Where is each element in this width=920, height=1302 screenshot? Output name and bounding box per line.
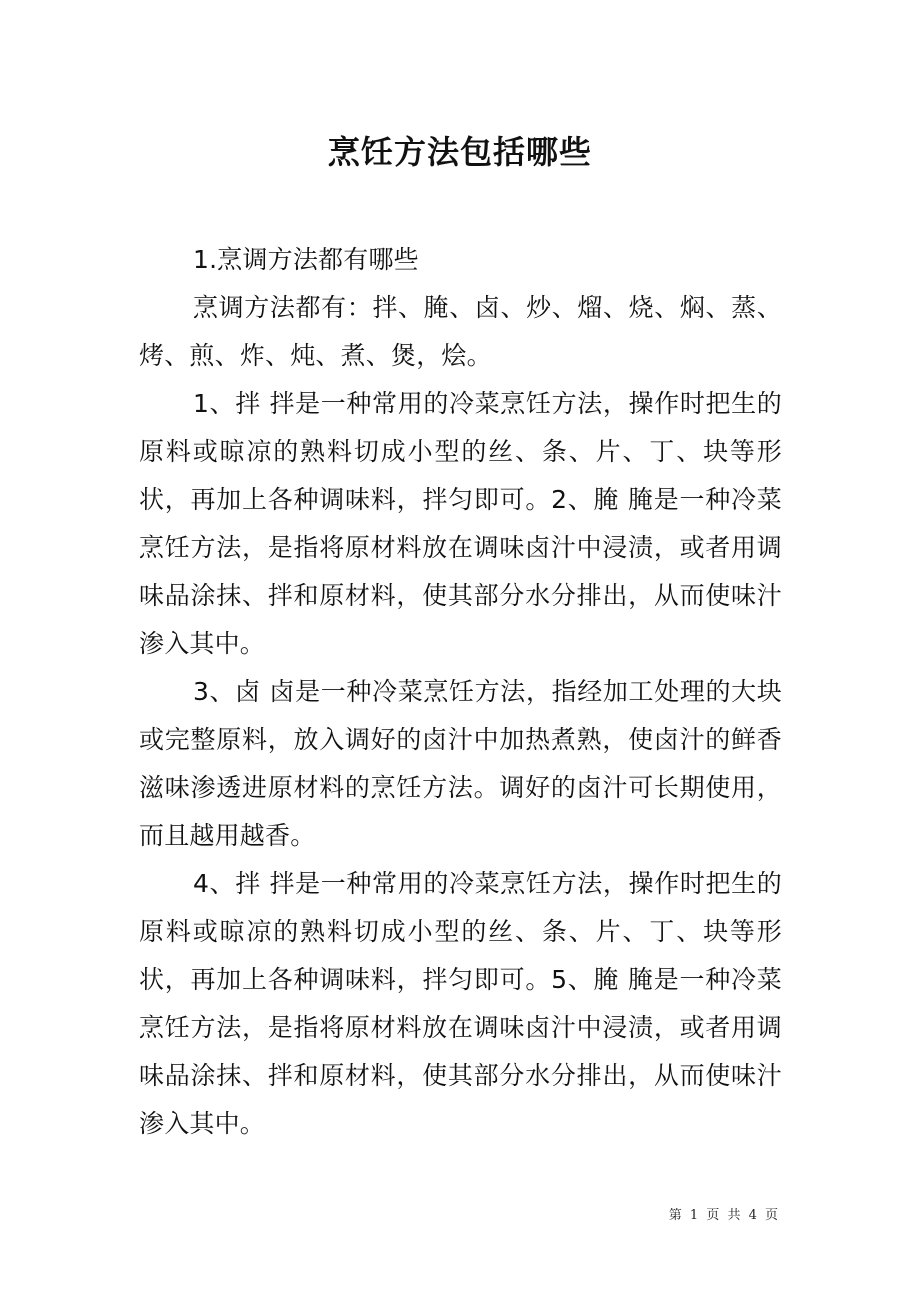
paragraph-heading: 1.烹调方法都有哪些 [193,245,419,274]
document-body [139,236,782,1148]
page-number-footer: 第 1 页 共 4 页 [668,1208,780,1223]
paragraph-ban-yan-repeat: 4、拌 拌是一种常用的冷菜烹饪方法，操作时把生的原料或晾凉的熟料切成小型的丝、条、片、丁、块等形状，再加上各种调味料，拌匀即可。5、腌 腌是一种冷菜烹饪方法，是指将原材料放在调味卤汁中浸渍，或者用调味品涂抹、拌和原材料，使其部分水分排出，从而使味汁渗入其中。 [139,869,782,1138]
paragraph-lu: 3、卤 卤是一种冷菜烹饪方法，指经加工处理的大块或完整原料，放入调好的卤汁中加热煮熟，使卤汁的鲜香滋味渗透进原材料的烹饪方法。调好的卤汁可长期使用，而且越用越香。 [139,677,782,850]
paragraph-methods-list: 烹调方法都有：拌、腌、卤、炒、熘、烧、焖、蒸、烤、煎、炸、炖、煮、煲，烩。 [139,293,782,370]
paragraph-ban-yan: 1、拌 拌是一种常用的冷菜烹饪方法，操作时把生的原料或晾凉的熟料切成小型的丝、条、片、丁、块等形状，再加上各种调味料，拌匀即可。2、腌 腌是一种冷菜烹饪方法，是指将原材料放在调味卤汁中浸渍，或者用调味品涂抹、拌和原材料，使其部分水分排出，从而使味汁渗入其中。 [139,389,782,658]
document-title: 烹饪方法包括哪些 [327,133,592,171]
